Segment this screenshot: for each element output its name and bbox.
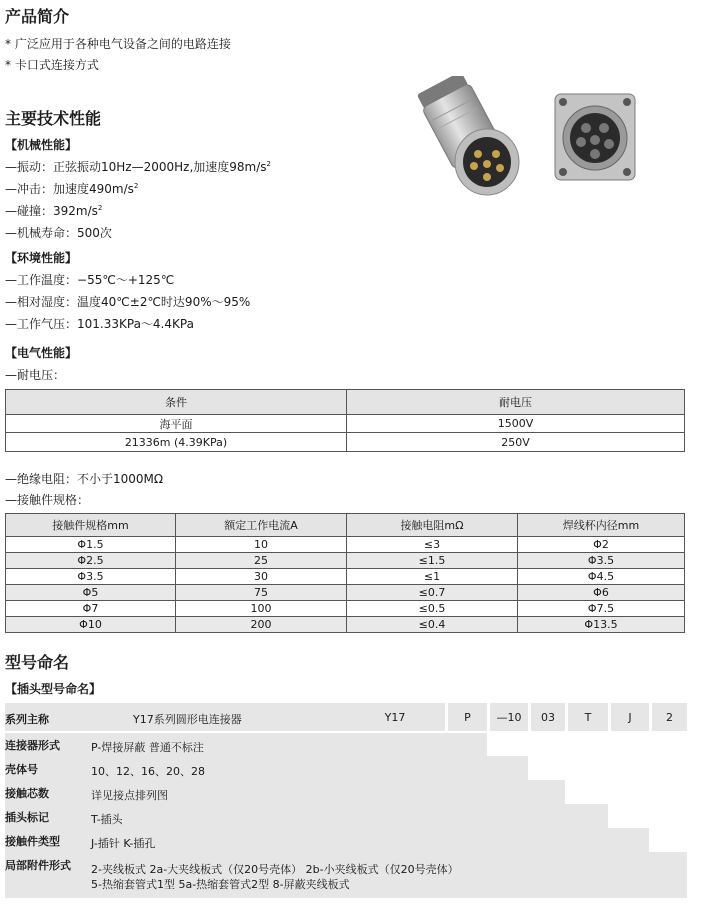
plug-connector-photo (412, 76, 522, 198)
table-cell: Φ3.5 (6, 569, 176, 585)
table-header-row (6, 514, 685, 537)
code-accessory: 2 (666, 711, 673, 724)
withstand-voltage-label: —耐电压： (5, 368, 66, 382)
table-cell: Φ5 (6, 585, 176, 601)
spec-pressure: —工作气压：101.33KPa～4.4KPa (5, 317, 194, 331)
contact-spec-label: —接触件规格： (5, 493, 90, 507)
table-cell: ≤1.5 (347, 553, 518, 569)
table-cell: Φ10 (6, 617, 176, 633)
table-row (6, 415, 685, 433)
naming-value-contact-type: J-插针 K-插孔 (91, 837, 156, 850)
table-cell: Φ3.5 (518, 553, 685, 569)
bullet-icon: * (5, 58, 15, 72)
naming-value-shell: 10、12、16、20、28 (91, 765, 205, 778)
header-cell: 接触件规格mm (6, 514, 176, 537)
table-cell: 30 (176, 569, 347, 585)
naming-label-plug-mark: 插头标记 (5, 811, 49, 824)
table-cell: 25 (176, 553, 347, 569)
bullet-icon: * (5, 37, 15, 51)
specs-title: 主要技术性能 (5, 109, 102, 128)
table-cell: ≤1 (347, 569, 518, 585)
withstand-voltage-table (5, 389, 685, 452)
receptacle-connector-photo (553, 92, 637, 184)
table-cell: ≤3 (347, 537, 518, 553)
table-cell: ≤0.5 (347, 601, 518, 617)
spec-temperature: —工作温度：−55℃～+125℃ (5, 273, 175, 287)
table-cell: 海平面 (6, 415, 347, 433)
header-cell: 焊线杯内径mm (518, 514, 685, 537)
table-cell: 21336m (4.39KPa) (6, 433, 347, 452)
contact-spec-table (5, 513, 685, 633)
table-cell: 10 (176, 537, 347, 553)
naming-subtitle: 【插头型号命名】 (5, 682, 102, 696)
spec-vibration: —振动：正弦振动10Hz—2000Hz,加速度$98m/s^2$ (5, 160, 272, 174)
spec-shock: —冲击：加速度$490m/s^2$ (5, 182, 139, 196)
naming-label-contact-type: 接触件类型 (5, 835, 60, 848)
table-cell: Φ7.5 (518, 601, 685, 617)
table-cell: ≤0.7 (347, 585, 518, 601)
table-cell: 75 (176, 585, 347, 601)
naming-value-plug-mark: T-插头 (91, 813, 123, 826)
code-form: P (464, 711, 471, 724)
naming-value-form: P-焊接屏蔽 普通不标注 (91, 741, 204, 754)
electrical-heading: 【电气性能】 (5, 346, 78, 360)
table-row (6, 537, 685, 553)
insulation-resistance: —绝缘电阻：不小于1000MΩ (5, 472, 164, 486)
table-cell: Φ1.5 (6, 537, 176, 553)
environmental-heading: 【环境性能】 (5, 251, 78, 265)
table-cell: ≤0.4 (347, 617, 518, 633)
naming-value-cores: 详见接点排列图 (91, 789, 168, 802)
table-header-row (6, 390, 685, 415)
table-cell: Φ7 (6, 601, 176, 617)
spec-bump: —碰撞：$392m/s^2$ (5, 204, 103, 218)
naming-value-accessory-2: 5-热缩套管式1型 5a-热缩套管式2型 8-屏蔽夹线板式 (91, 878, 350, 891)
code-shell: —10 (496, 711, 522, 724)
header-cell: 耐电压 (347, 390, 685, 415)
table-row (6, 433, 685, 452)
header-cell: 接触电阻mΩ (347, 514, 518, 537)
table-cell: Φ13.5 (518, 617, 685, 633)
naming-label-series: 系列主称 (5, 713, 49, 726)
header-cell: 额定工作电流A (176, 514, 347, 537)
header-cell: 条件 (6, 390, 347, 415)
intro-bullet-1: * 广泛应用于各种电气设备之间的电路连接 (5, 37, 231, 51)
table-cell: 200 (176, 617, 347, 633)
code-plug-mark: T (584, 711, 592, 724)
table-cell: 100 (176, 601, 347, 617)
naming-title: 型号命名 (5, 653, 70, 672)
table-row (6, 585, 685, 601)
naming-label-shell: 壳体号 (5, 763, 38, 776)
code-contact-type: J (628, 711, 632, 724)
table-cell: 1500V (347, 415, 685, 433)
table-cell: Φ4.5 (518, 569, 685, 585)
table-row (6, 601, 685, 617)
naming-label-cores: 接触芯数 (5, 787, 49, 800)
table-cell: Φ2 (518, 537, 685, 553)
table-cell: Φ6 (518, 585, 685, 601)
naming-value-accessory: 2-夹线板式 2a-大夹线板式（仅20号壳体） 2b-小夹线板式（仅20号壳体） (91, 863, 459, 876)
table-cell: Φ2.5 (6, 553, 176, 569)
table-row (6, 617, 685, 633)
naming-label-accessory: 局部附件形式 (5, 859, 71, 872)
table-row (6, 569, 685, 585)
intro-title: 产品简介 (5, 7, 70, 26)
code-series: Y17 (384, 711, 406, 724)
code-cores: 03 (541, 711, 555, 724)
intro-bullet-2: * 卡口式连接方式 (5, 58, 99, 72)
naming-label-form: 连接器形式 (5, 739, 60, 752)
spec-humidity: —相对湿度：温度40℃±2℃时达90%～95% (5, 295, 251, 309)
spec-life: —机械寿命：500次 (5, 226, 112, 240)
mechanical-heading: 【机械性能】 (5, 138, 78, 152)
table-row (6, 553, 685, 569)
naming-value-series: Y17系列圆形电连接器 (133, 713, 242, 726)
table-cell: 250V (347, 433, 685, 452)
